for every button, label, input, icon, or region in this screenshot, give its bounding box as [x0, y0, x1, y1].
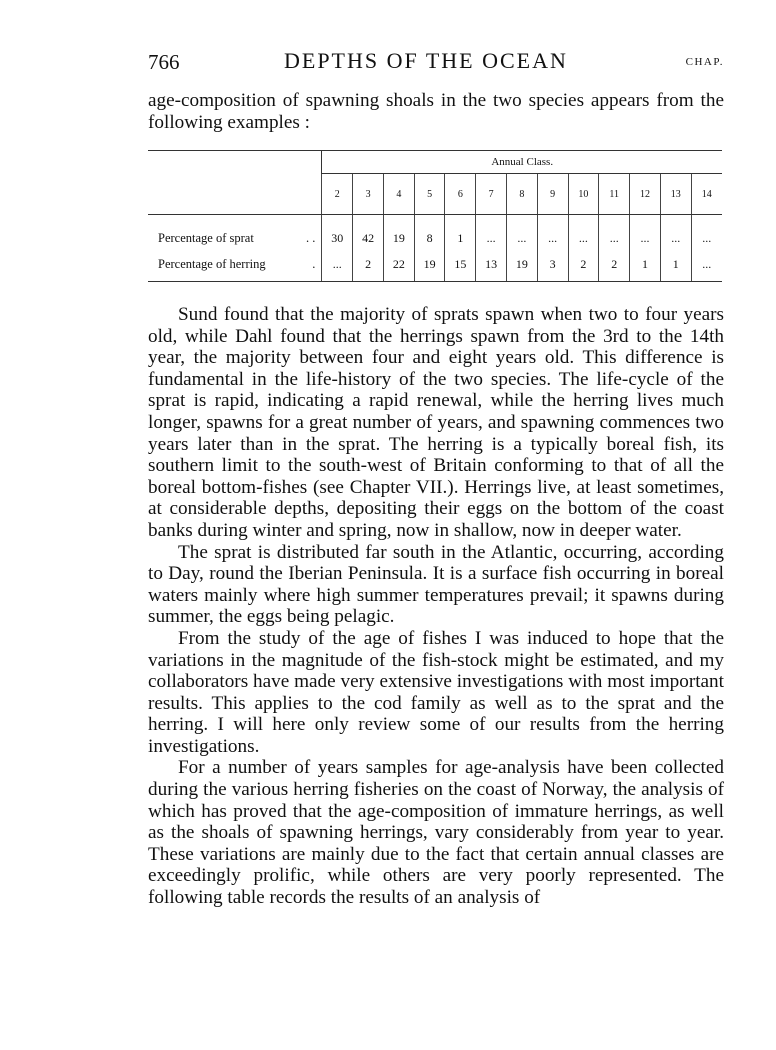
paragraph-sprat-distribution: The sprat is distributed far south in the Atlantic, occurring, according to Day, round the Iberian Peninsula. It is a surface fish occurring in boreal waters mainly where high summer temperatures prevail; it spawns during summer, the eggs being pelagic.	[148, 541, 724, 628]
table-cell: ...	[507, 215, 538, 252]
year-header-cell: 6	[445, 174, 476, 215]
table-cell: 13	[476, 251, 507, 282]
table-cell: 3	[537, 251, 568, 282]
year-header-cell: 2	[322, 174, 353, 215]
year-header-cell: 14	[691, 174, 722, 215]
row-label: Percentage of sprat	[158, 230, 254, 245]
paragraph-age-study: From the study of the age of fishes I was induced to hope that the variations in the magnitude of the fish-stock might be estimated, and my collaborators have made very extensive investigations with most important results. This applies to the cod family as well as to the sprat and the herring. I will here only review some of our results from the herring investigations.	[148, 627, 724, 757]
table-cell: ...	[599, 215, 630, 252]
table-row	[148, 215, 722, 252]
row-label-cell	[148, 215, 322, 252]
table-cell: 1	[630, 251, 661, 282]
table-cell: 2	[353, 251, 384, 282]
year-header-cell: 3	[353, 174, 384, 215]
main-text-block	[148, 304, 724, 909]
table-cell: 19	[383, 215, 414, 252]
row-label-leader-dots: .	[312, 256, 316, 271]
annual-class-header: Annual Class.	[322, 151, 722, 174]
year-header-cell: 7	[476, 174, 507, 215]
year-header-cell: 12	[630, 174, 661, 215]
paragraph-samples: For a number of years samples for age-analysis have been collected during the various herring fisheries on the coast of Norway, the analysis of which has proved that the age-composition of immature herrings, as well as the shoals of spawning herrings, vary considerably from year to year. These variations are mainly due to the fact that certain annual classes are exceedingly prolific, while others are very poorly represented. The following table records the results of an analysis of	[148, 757, 724, 909]
table-cell: ...	[537, 215, 568, 252]
table-cell: 19	[507, 251, 538, 282]
page-number: 766	[148, 50, 180, 74]
year-header-cell: 4	[383, 174, 414, 215]
table-cell: 30	[322, 215, 353, 252]
table-cell: 8	[414, 215, 445, 252]
table-cell: 1	[660, 251, 691, 282]
chapter-label: CHAP.	[685, 56, 724, 68]
year-header-cell: 5	[414, 174, 445, 215]
table-cell: 19	[414, 251, 445, 282]
page-header	[148, 46, 728, 78]
table-cell: ...	[691, 251, 722, 282]
table-cell: ...	[630, 215, 661, 252]
table-cell: 1	[445, 215, 476, 252]
paragraph-sund-dahl: Sund found that the majority of sprats spawn when two to four years old, while Dahl found that the herrings spawn from the 3rd to the 14th year, the majority between four and eight years old. This difference is fundamental in the life-history of the two species. The life-cycle of the sprat is rapid, indicating a rapid renewal, while the herring lives much longer, spawns for a great number of years, and spawning commences two years later than in the sprat. The herring is a typically boreal fish, its southern limit to the south-west of Britain conforming to that of all the boreal bottom-fishes (see Chapter VII.). Herrings live, at least sometimes, at considerable depths, depositing their eggs on the bottom of the coast banks during winter and spring, now in shallow, now in deeper water.	[148, 304, 724, 541]
age-composition-table	[148, 150, 722, 290]
table	[148, 150, 722, 282]
year-header-cell: 13	[660, 174, 691, 215]
table-cell: ...	[691, 215, 722, 252]
table-cell: 22	[383, 251, 414, 282]
table-cell: ...	[476, 215, 507, 252]
year-header-cell: 9	[537, 174, 568, 215]
row-label-cell	[148, 251, 322, 282]
table-cell: ...	[660, 215, 691, 252]
table-body	[148, 215, 722, 282]
row-label: Percentage of herring	[158, 256, 266, 271]
table-cell: ...	[568, 215, 599, 252]
intro-text-block	[148, 90, 724, 133]
table-cell: 2	[568, 251, 599, 282]
year-header-cell: 11	[599, 174, 630, 215]
table-cell: ...	[322, 251, 353, 282]
table-stub-header	[148, 151, 322, 215]
table-row	[148, 251, 722, 282]
table-cell: 2	[599, 251, 630, 282]
year-header-cell: 10	[568, 174, 599, 215]
table-cell: 42	[353, 215, 384, 252]
year-header-cell: 8	[507, 174, 538, 215]
table-cell: 15	[445, 251, 476, 282]
intro-paragraph: age-composition of spawning shoals in the two species appears from the following examples :	[148, 90, 724, 133]
row-label-leader-dots: . .	[306, 230, 316, 245]
running-title: DEPTHS OF THE OCEAN	[284, 48, 568, 73]
